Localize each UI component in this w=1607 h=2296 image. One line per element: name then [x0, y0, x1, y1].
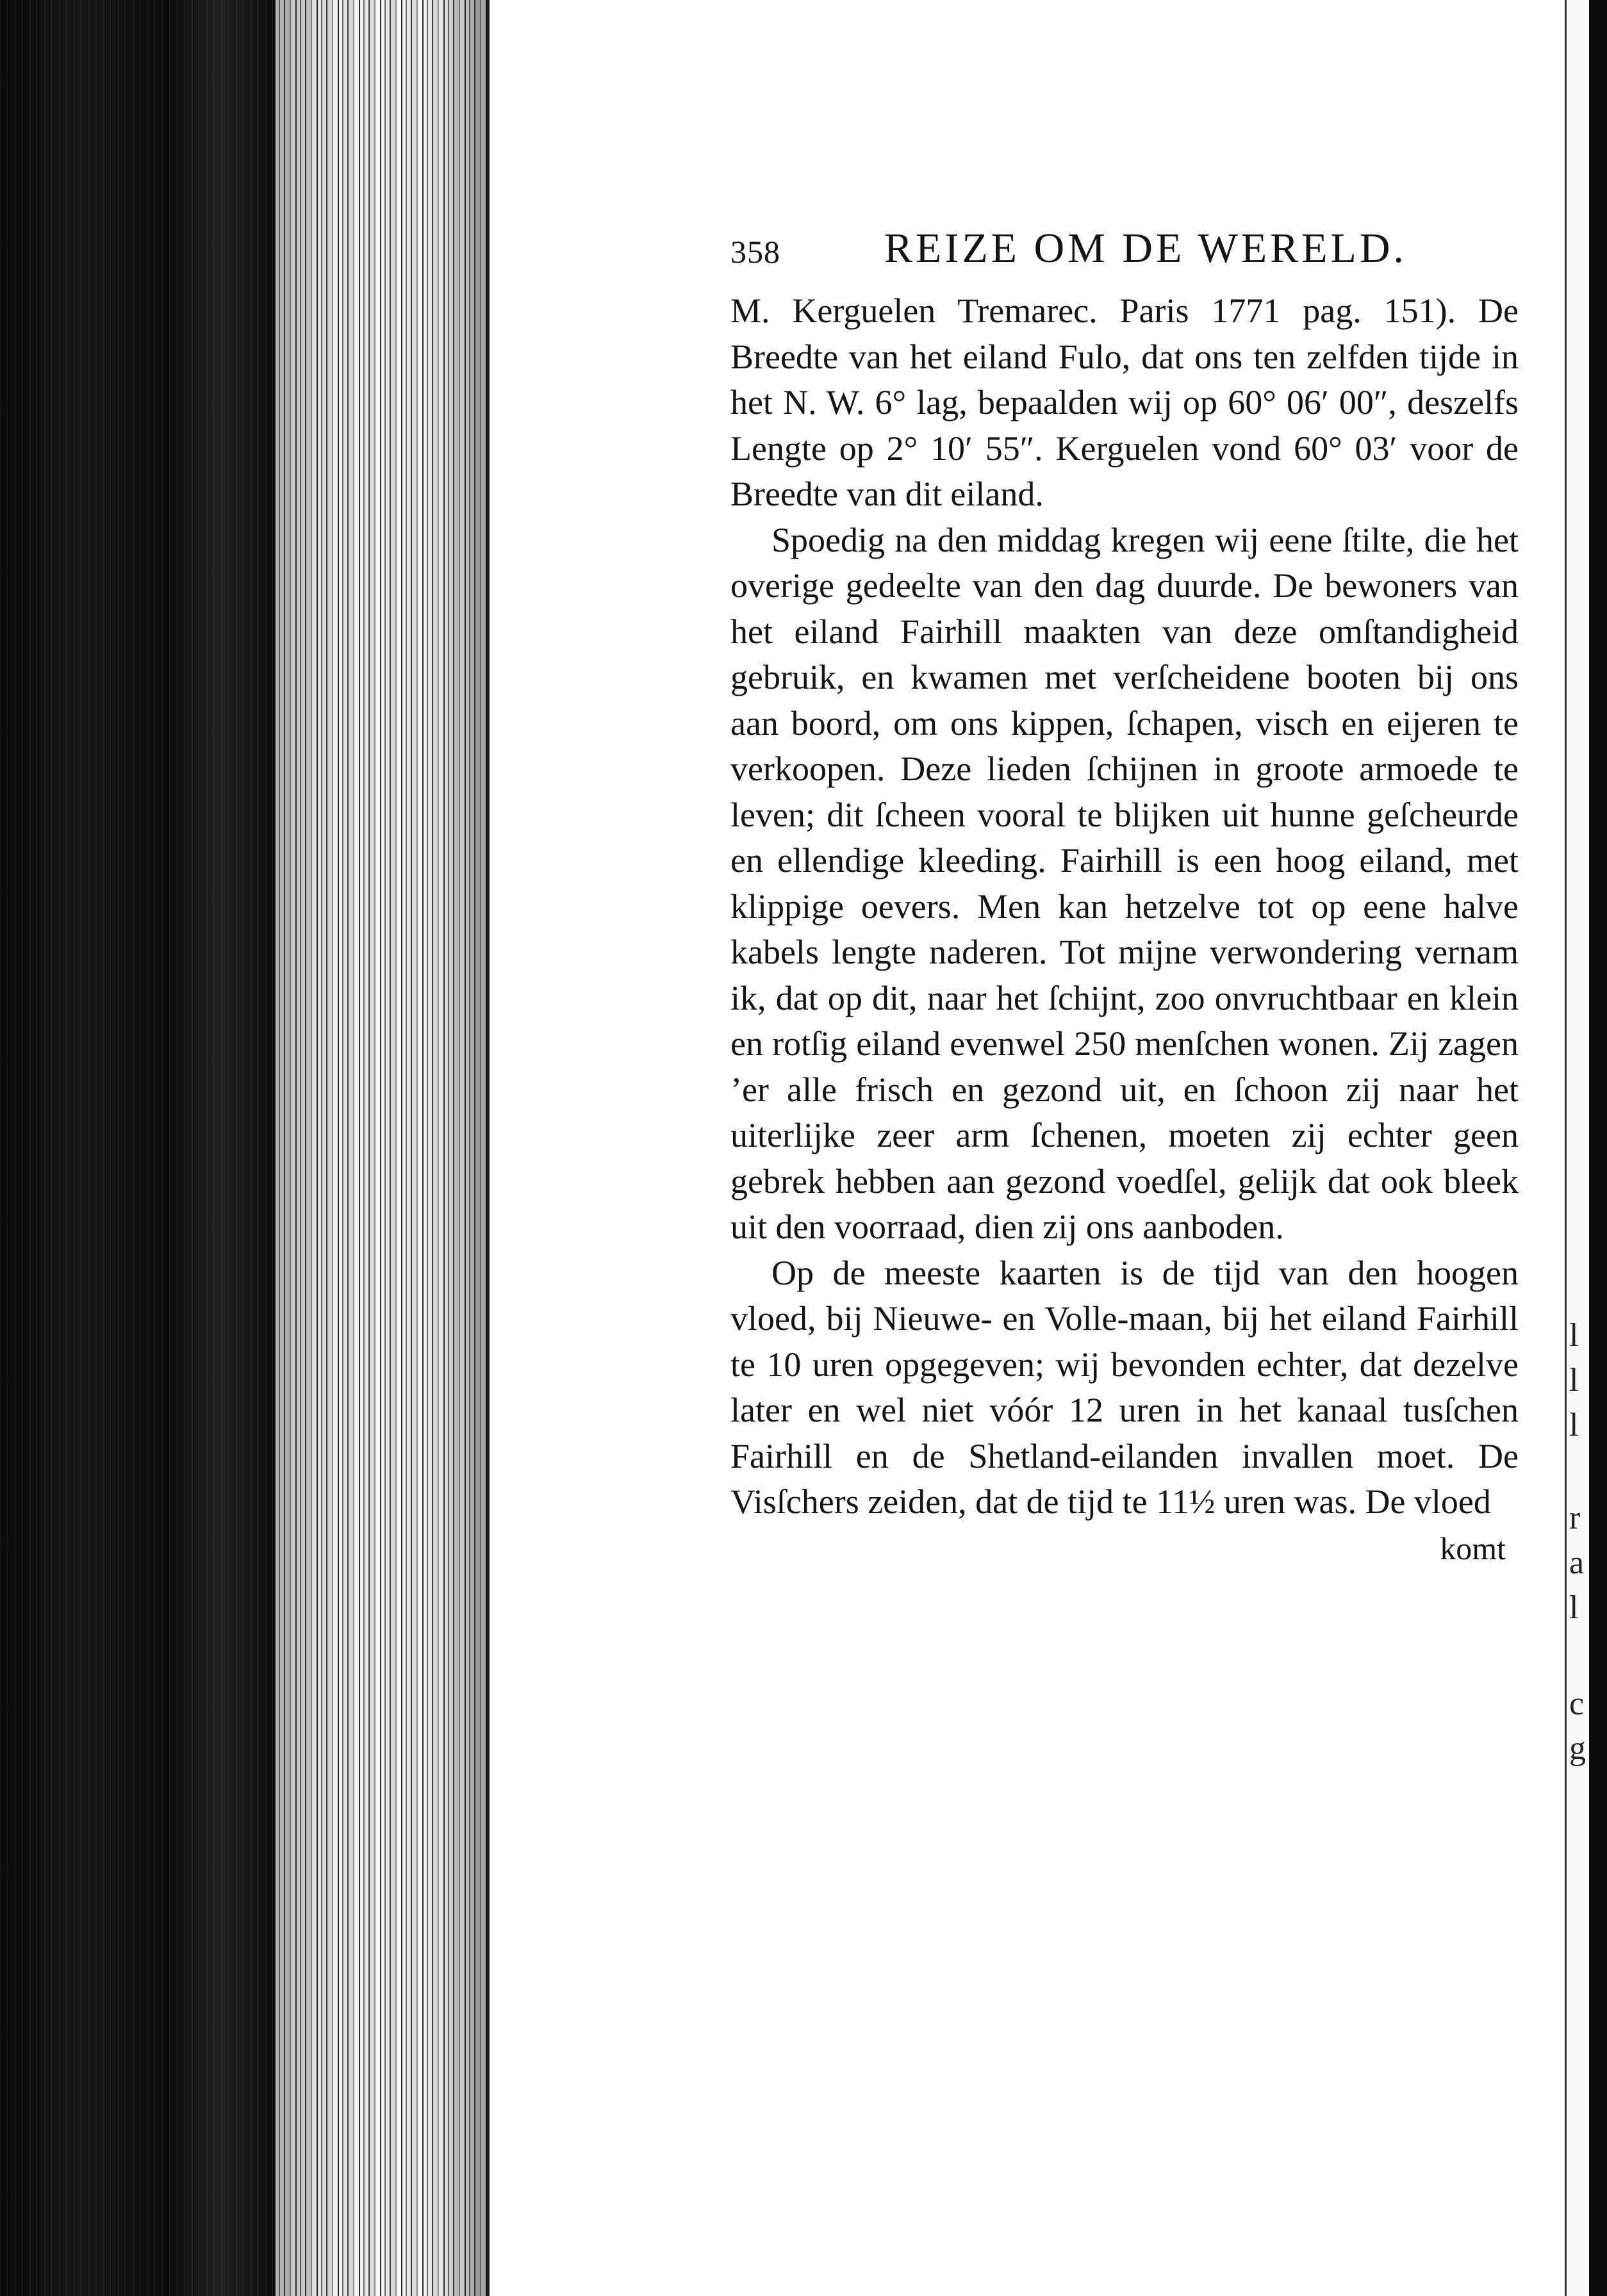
page-number: 358: [730, 234, 780, 270]
facing-page-fragment: l: [1569, 1317, 1579, 1354]
facing-page-fragment: l: [1569, 1589, 1579, 1626]
facing-page-fragment: r: [1569, 1500, 1581, 1536]
facing-page-edge: [1565, 0, 1591, 2296]
paragraph-2: Spoedig na den middag kregen wij eene ſtilte, die het overige gedeelte van den dag duurde. De bewoners van het eiland Fairhill maakten van deze omſtandigheid gebruik, en kwamen met verſcheidene booten bij ons aan boord, om ons kippen, ſchapen, visch en eijeren te verkoopen. Deze lieden ſchijnen in groote armoede te leven; dit ſcheen vooral te blijken uit hunne geſcheurde en ellendige kleeding. Fairhill is een hoog eiland, met klippige oevers. Men kan hetzelve tot op eene halve kabels lengte naderen. Tot mijne verwondering vernam ik, dat op dit, naar het ſchijnt, zoo onvruchtbaar en klein en rotſig eiland evenwel 250 menſchen wonen. Zij zagen ’er alle frisch en gezond uit, en ſchoon zij naar het uiterlijke zeer arm ſchenen, moeten zij echter geen gebrek hebben aan gezond voedſel, gelijk dat ook bleek uit den voorraad, dien zij ons aanboden.: [730, 520, 1519, 1246]
facing-page-fragment: a: [1569, 1545, 1585, 1581]
facing-page-fragment: c: [1569, 1685, 1585, 1722]
facing-page-fragment: l: [1569, 1362, 1579, 1398]
scan-right-border: [1589, 0, 1607, 2296]
paragraph-1: M. Kerguelen Tremarec. Paris 1771 pag. 151). De Breedte van het eiland Fulo, dat ons ten zelfden tijde in het N. W. 6° lag, bepaalden wij op 60° 06′ 00″, deszelfs Lengte op 2° 10′ 55″. Kerguelen vond 60° 03′ voor de Breedte van dit eiland.: [730, 291, 1519, 513]
catchword: komt: [1440, 1530, 1506, 1566]
facing-page-fragment: g: [1569, 1730, 1586, 1767]
running-head: [730, 224, 1519, 288]
running-title: REIZE OM DE WERELD.: [884, 225, 1408, 272]
book-page: [730, 224, 1519, 1571]
scanner-background: [0, 0, 276, 2296]
paragraph-3: Op de meeste kaarten is de tijd van den hoogen vloed, bij Nieuwe- en Volle-maan, bij het eiland Fairhill te 10 uren opgegeven; wij bevonden echter, dat dezelve later en wel niet vóór 12 uren in het kanaal tusſchen Fairhill en de Shetland-eilanden invallen moet. De Visſchers zeiden, dat de tijd te 11½ uren was. De vloed: [730, 1253, 1519, 1521]
facing-page-fragment: l: [1569, 1407, 1579, 1443]
gutter-shadow: [486, 0, 490, 2296]
body-text: [730, 288, 1519, 1525]
book-page-edges: [276, 0, 487, 2296]
